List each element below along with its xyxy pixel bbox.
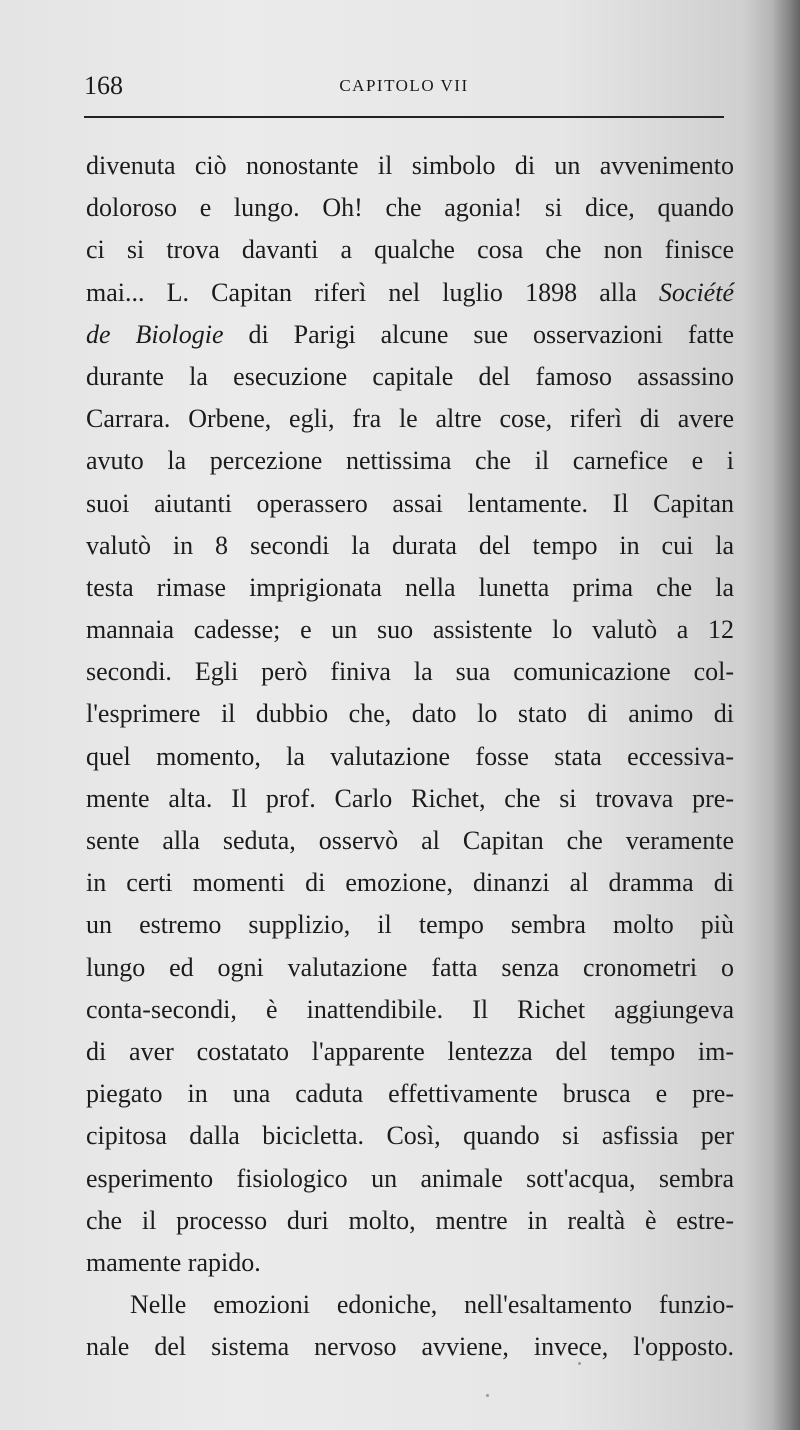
text-line: testa rimase imprigionata nella lunetta prima che la xyxy=(86,572,734,602)
text-line: doloroso e lungo. Oh! che agonia! si dice, quando xyxy=(86,193,734,223)
text-line: in certi momenti di emozione, dinanzi al dramma di xyxy=(86,868,734,898)
running-head: CAPITOLO VII xyxy=(339,76,469,95)
text-line: mannaia cadesse; e un suo assistente lo valutò a 12 xyxy=(86,615,734,645)
text-line xyxy=(86,314,734,356)
text-line: mente alta. Il prof. Carlo Richet, che si trovava pre- xyxy=(86,783,734,813)
text-line: un estremo supplizio, il tempo sembra molto più xyxy=(86,910,734,940)
text-line: cipitosa dalla bicicletta. Così, quando si asfissia per xyxy=(86,1121,734,1151)
text-line: valutò in 8 secondi la durata del tempo in cui la xyxy=(86,530,734,560)
text-line: nale del sistema nervoso avviene, invece, l'opposto. xyxy=(86,1332,734,1362)
body-text xyxy=(86,145,734,1368)
italic-title-biologie: de Biologie xyxy=(86,319,224,349)
italic-title-societe: Société xyxy=(658,277,734,307)
text-line: Carrara. Orbene, egli, fra le altre cose, riferì di avere xyxy=(86,404,734,434)
text-line: l'esprimere il dubbio che, dato lo stato di animo di xyxy=(86,699,734,729)
page-number: 168 xyxy=(84,71,123,100)
text-fragment: di Parigi alcune sue osservazioni fatte xyxy=(248,319,735,349)
text-line-paragraph-end: mamente rapido. xyxy=(86,1247,261,1277)
text-line: piegato in una caduta effettivamente brusca e pre- xyxy=(86,1079,734,1109)
text-line: lungo ed ogni valutazione fatta senza cronometri o xyxy=(86,952,734,982)
text-line: durante la esecuzione capitale del famoso assassino xyxy=(86,361,734,391)
page-header xyxy=(84,68,724,104)
text-line xyxy=(86,272,734,314)
text-line: di aver costatato l'apparente lentezza del tempo im- xyxy=(86,1036,734,1066)
paper-speck xyxy=(578,1362,581,1365)
text-fragment: mai... L. Capitan riferì nel luglio 1898 alla xyxy=(86,277,637,307)
text-line: conta-secondi, è inattendibile. Il Richet aggiungeva xyxy=(86,994,734,1024)
text-line: che il processo duri molto, mentre in realtà è estre- xyxy=(86,1205,734,1235)
text-line: secondi. Egli però finiva la sua comunicazione col- xyxy=(86,657,734,687)
text-line-paragraph-start: Nelle emozioni edoniche, nell'esaltamento funzio- xyxy=(130,1290,734,1320)
text-line: suoi aiutanti operassero assai lentamente. Il Capitan xyxy=(86,488,734,518)
header-rule xyxy=(84,116,724,118)
page-edge-shadow xyxy=(772,0,800,1430)
text-line: esperimento fisiologico un animale sott'acqua, sembra xyxy=(86,1163,734,1193)
text-line: sente alla seduta, osservò al Capitan che veramente xyxy=(86,826,734,855)
text-line: ci si trova davanti a qualche cosa che non finisce xyxy=(86,235,734,265)
text-line: divenuta ciò nonostante il simbolo di un avvenimento xyxy=(86,151,734,180)
paper-speck xyxy=(486,1394,489,1397)
text-line: avuto la percezione nettissima che il carnefice e i xyxy=(86,446,734,476)
text-line: quel momento, la valutazione fosse stata eccessiva- xyxy=(86,741,734,771)
